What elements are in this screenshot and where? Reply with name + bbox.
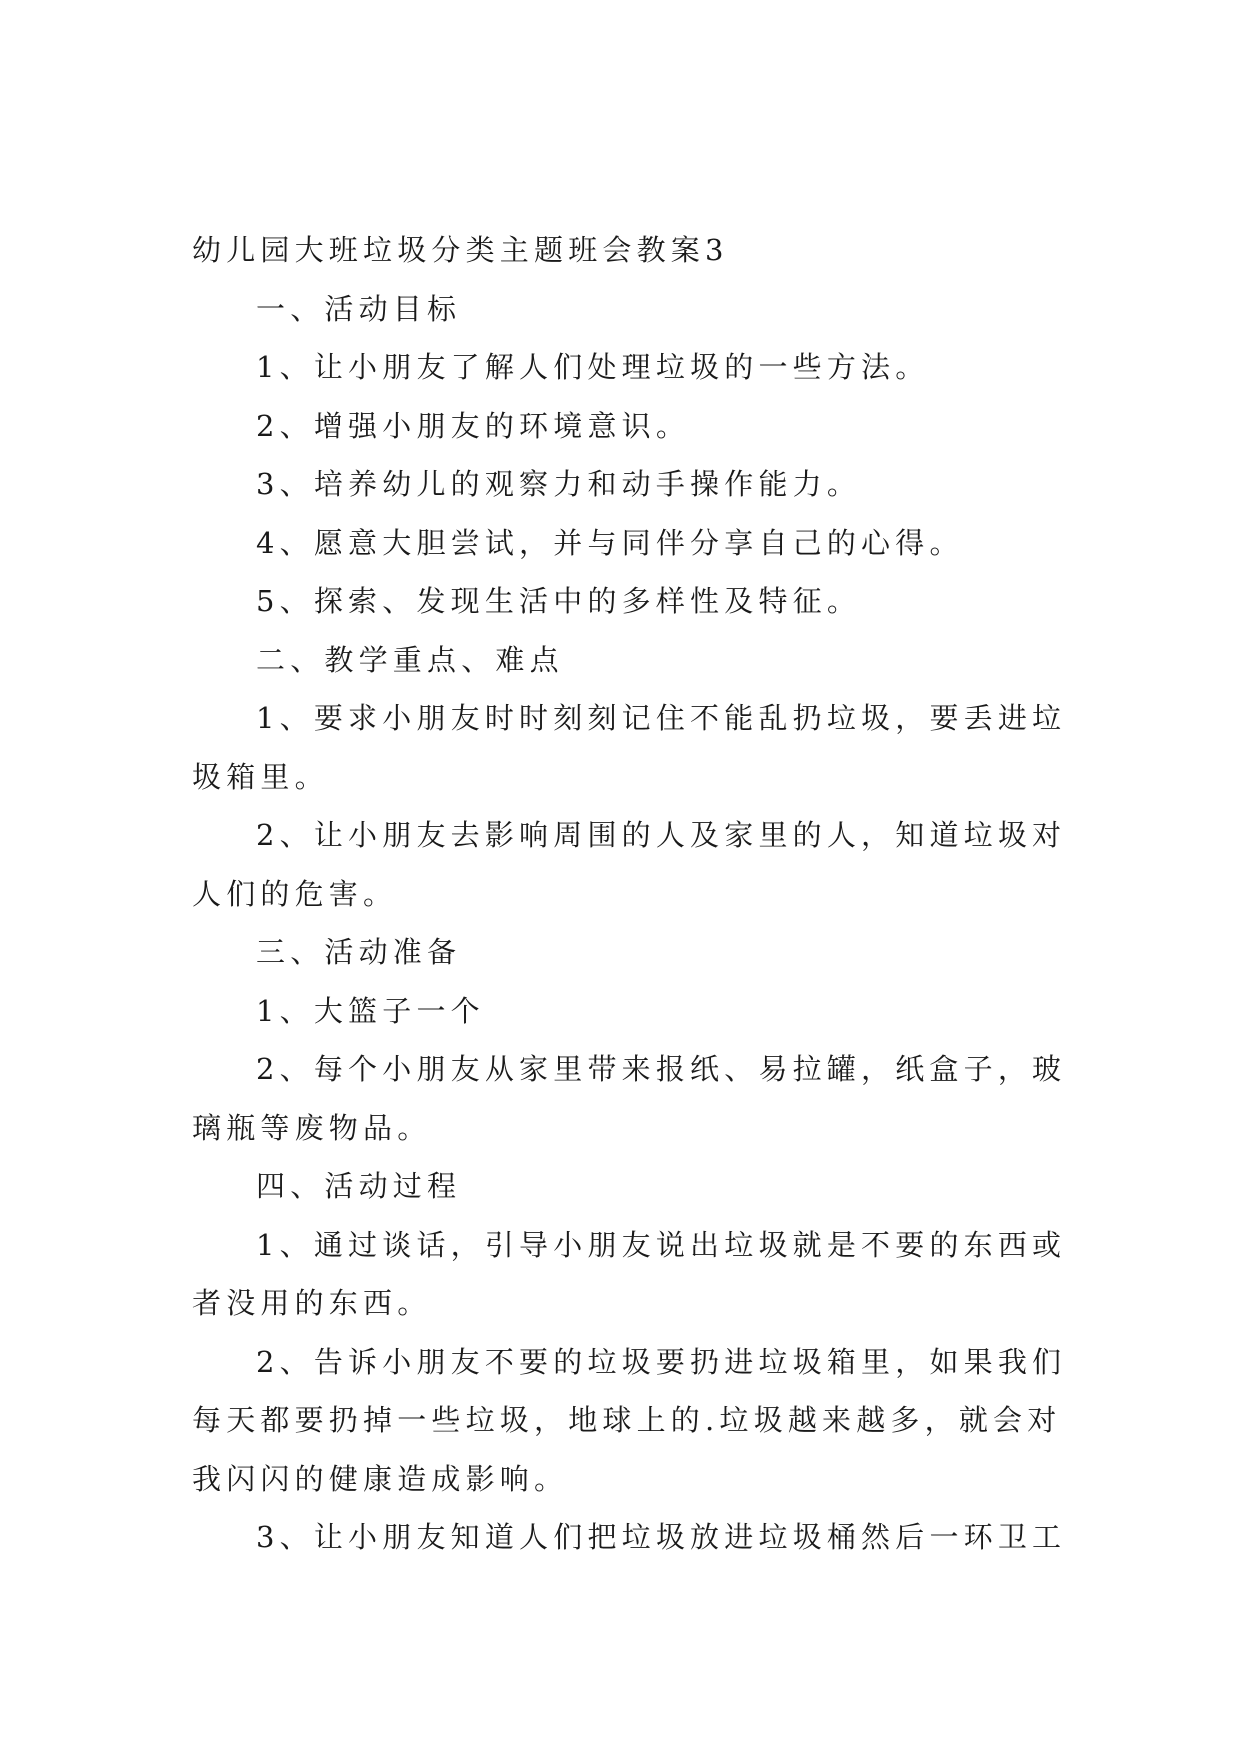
paragraph-line: 3、培养幼儿的观察力和动手操作能力。 — [256, 467, 862, 501]
paragraph-line: 1、要求小朋友时时刻刻记住不能乱扔垃圾，要丢进垃 — [256, 701, 1067, 735]
paragraph-line-continued: 人们的危害。 — [192, 876, 398, 911]
section-heading-process: 四、活动过程 — [256, 1169, 462, 1203]
paragraph-line: 2、告诉小朋友不要的垃圾要扔进垃圾箱里，如果我们 — [256, 1344, 1067, 1379]
document-body — [192, 221, 1067, 1567]
paragraph-line-continued: 圾箱里。 — [192, 759, 329, 794]
paragraph-line-continued: 者没用的东西。 — [192, 1286, 432, 1320]
document-title: 幼儿园大班垃圾分类主题班会教案3 — [192, 233, 729, 267]
paragraph-line: 2、让小朋友去影响周围的人及家里的人，知道垃圾对 — [256, 818, 1067, 852]
paragraph-line-continued: 璃瓶等废物品。 — [192, 1110, 432, 1145]
paragraph-line: 1、通过谈话，引导小朋友说出垃圾就是不要的东西或 — [256, 1227, 1067, 1262]
paragraph-line: 4、愿意大胆尝试，并与同伴分享自己的心得。 — [256, 525, 964, 560]
paragraph-line: 1、让小朋友了解人们处理垃圾的一些方法。 — [256, 350, 930, 384]
section-heading-preparation: 三、活动准备 — [256, 935, 462, 969]
paragraph-line-continued: 每天都要扔掉一些垃圾，地球上的.垃圾越来越多，就会对 — [192, 1403, 1062, 1437]
paragraph-line: 3、让小朋友知道人们把垃圾放进垃圾桶然后一环卫工 — [256, 1520, 1067, 1554]
paragraph-line: 2、增强小朋友的环境意识。 — [256, 408, 691, 443]
paragraph-line: 1、大篮子一个 — [256, 993, 485, 1028]
section-heading-key-points: 二、教学重点、难点 — [256, 642, 564, 677]
section-heading-goals: 一、活动目标 — [256, 291, 462, 326]
paragraph-line-continued: 我闪闪的健康造成影响。 — [192, 1461, 569, 1496]
paragraph-line: 5、探索、发现生活中的多样性及特征。 — [256, 584, 862, 618]
paragraph-line: 2、每个小朋友从家里带来报纸、易拉罐，纸盒子，玻 — [256, 1052, 1067, 1086]
